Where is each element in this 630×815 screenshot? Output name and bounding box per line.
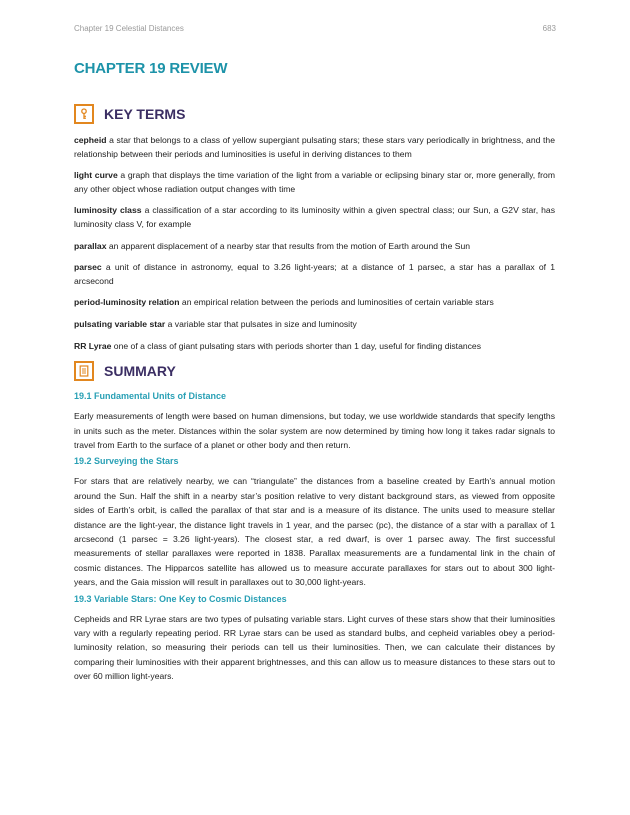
running-head (74, 24, 556, 33)
term-entry (74, 169, 555, 196)
term-name: cepheid (74, 135, 107, 145)
term-definition: a unit of distance in astronomy, equal to 3.26 light-years; at a distance of 1 parsec, a star has a parallax of 1 arcsecond (74, 262, 555, 286)
key-terms-list (74, 134, 555, 353)
term-entry (74, 204, 555, 231)
term-definition: a classification of a star according to its luminosity within a given spectral class; our Sun, a G2V star, has luminosity class V, for example (74, 205, 555, 229)
term-entry (74, 318, 555, 332)
summary-section (74, 391, 555, 452)
term-definition: a variable star that pulsates in size and luminosity (165, 318, 357, 329)
term-name: RR Lyrae (74, 340, 112, 351)
key-terms-header (74, 104, 555, 124)
term-definition: an empirical relation between the periods and luminosities of certain variable stars (179, 297, 494, 308)
summary-subheading: 19.2 Surveying the Stars (74, 456, 179, 467)
summary-subheading: 19.1 Fundamental Units of Distance (74, 391, 227, 402)
term-name: luminosity class (74, 205, 142, 216)
term-entry (74, 134, 555, 161)
term-entry (74, 240, 555, 254)
key-icon (74, 104, 94, 124)
term-definition: one of a class of giant pulsating stars with periods shorter than 1 day, useful for finding distances (111, 340, 482, 351)
summary-section (74, 456, 555, 589)
summary-paragraph: For stars that are relatively nearby, we can “triangulate” the distances from a baseline created by Earth’s annual motion around the Sun. Half the shift in a nearby star’s position relative to very distant background stars, as viewed from opposite sides of Earth’s orbit, is called the parallax of that star and is a measure of its distance. The units used to measure stellar distance are the light-year, the distance light travels in 1 year, and the parsec (pc), the distance of a star with a parallax of 1 arcsecond (1 parsec = 3.26 light-years). The closest star, a red dwarf, is over 1 parsec away. The first successful measurements of stellar parallaxes were reported in 1838. Parallax measurements are a fundamental link in the chain of cosmic distances. The Hipparcos satellite has allowed us to measure accurate parallaxes for stars out to about 300 light-years, and the Gaia mission will result in parallaxes out to 30,000 light-years. (74, 476, 555, 588)
key-terms-title: KEY TERMS (104, 106, 186, 122)
running-head-chapter: Chapter 19 Celestial Distances (74, 24, 184, 33)
summary-title: SUMMARY (104, 363, 176, 380)
term-entry (74, 340, 555, 354)
term-definition: a graph that displays the time variation of the light from a variable or eclipsing binary star or, more generally, from any other object whose radiation output changes with time (74, 170, 555, 194)
document-icon (74, 361, 94, 381)
term-entry (74, 261, 555, 288)
chapter-title: CHAPTER 19 REVIEW (74, 60, 228, 77)
summary-paragraph: Cepheids and RR Lyrae stars are two types of pulsating variable stars. Light curves of these stars show that their luminosities vary with a regularly repeating period. RR Lyrae stars can be used as standard bulbs, and cepheid variables obey a period-luminosity relation, so measuring their periods can tell us their luminosities. Then, we can calculate their distances by comparing their luminosities with their apparent brightnesses, and this can allow us to measure distances to these stars out to over 60 million light-years. (74, 613, 555, 682)
summary-header (74, 361, 555, 381)
term-name: parallax (74, 240, 107, 251)
summary-paragraph: Early measurements of length were based on human dimensions, but today, we use worldwide standards that specify lengths in units such as the meter. Distances within the solar system are now determined by timing how long it takes radar signals to travel from Earth to the surface of a planet or other body and then return. (74, 411, 555, 450)
term-name: parsec (74, 262, 102, 273)
page-number: 683 (542, 24, 556, 33)
term-entry (74, 296, 555, 310)
term-definition: an apparent displacement of a nearby star that results from the motion of Earth around the Sun (106, 240, 471, 251)
term-name: period-luminosity relation (74, 297, 180, 308)
term-name: pulsating variable star (74, 318, 166, 329)
term-definition: a star that belongs to a class of yellow supergiant pulsating stars; these stars vary periodically in brightness, and the relationship between their periods and luminosities is useful in deriving distances to them (74, 135, 555, 159)
term-name: light curve (74, 170, 118, 181)
summary-subheading: 19.3 Variable Stars: One Key to Cosmic Distances (74, 593, 287, 604)
page-content (74, 60, 555, 688)
summary-section (74, 594, 555, 684)
